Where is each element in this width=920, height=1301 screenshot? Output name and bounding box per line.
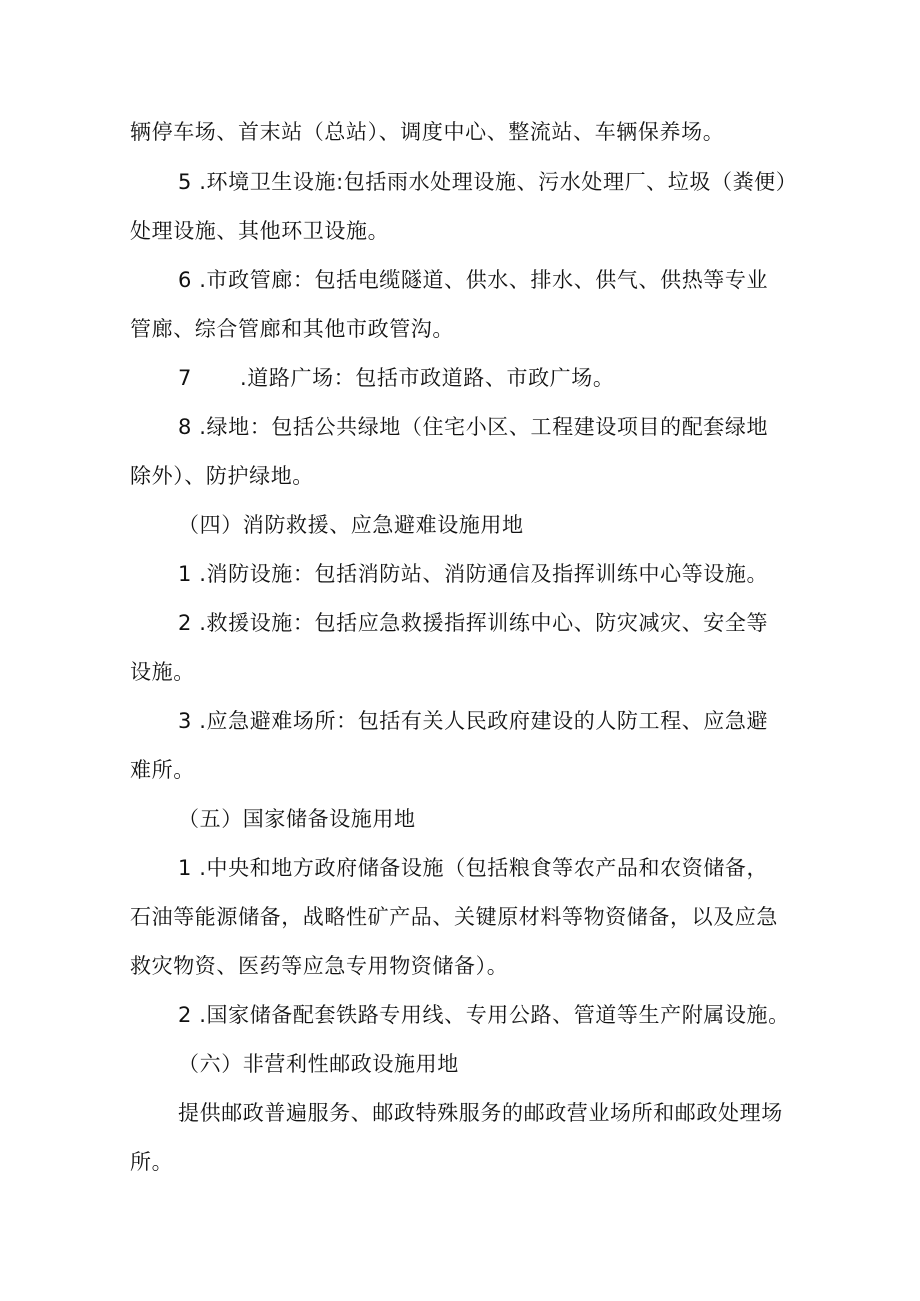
list-item-7-number: 7: [178, 366, 192, 390]
list-item-5: 5 .环境卫生设施:包括雨水处理设施、污水处理厂、垃圾（粪便）: [178, 170, 798, 194]
list-item-1: 1 .消防设施：包括消防站、消防通信及指挥训练中心等设施。: [178, 562, 769, 586]
paragraph-start: 提供邮政普遍服务、邮政特殊服务的邮政营业场所和邮政处理场: [178, 1101, 783, 1125]
text-line: 救灾物资、医药等应急专用物资储备）。: [130, 954, 509, 978]
section-heading-6: （六）非营利性邮政设施用地: [178, 1052, 459, 1076]
text-line: 难所。: [130, 758, 195, 782]
list-item-6: 6 .市政管廊：包括电缆隧道、供水、排水、供气、供热等专业: [178, 268, 769, 292]
list-item-2: 2 .国家储备配套铁路专用线、专用公路、管道等生产附属设施。: [178, 1003, 790, 1027]
text-line: 除外）、防护绿地。: [130, 464, 314, 488]
text-line: 处理设施、其他环卫设施。: [130, 219, 390, 243]
text-line: 石油等能源储备，战略性矿产品、关键原材料等物资储备，以及应急: [130, 905, 778, 929]
text-line: 管廊、综合管廊和其他市政管沟。: [130, 317, 454, 341]
section-heading-4: （四）消防救援、应急避难设施用地: [178, 513, 524, 537]
section-heading-5: （五）国家储备设施用地: [178, 807, 416, 831]
list-item-2: 2 .救援设施：包括应急救援指挥训练中心、防灾减灾、安全等: [178, 611, 769, 635]
list-item-7-text: .道路广场：包括市政道路、市政广场。: [240, 366, 615, 390]
list-item-8: 8 .绿地：包括公共绿地（住宅小区、工程建设项目的配套绿地: [178, 415, 769, 439]
text-line: 所。: [130, 1150, 174, 1174]
text-line: 设施。: [130, 660, 195, 684]
list-item-1: 1 .中央和地方政府储备设施（包括粮食等农产品和农资储备，: [178, 856, 769, 880]
list-item-3: 3 .应急避难场所：包括有关人民政府建设的人防工程、应急避: [178, 709, 769, 733]
text-line: 辆停车场、首末站（总站）、调度中心、整流站、车辆保养场。: [130, 120, 725, 144]
